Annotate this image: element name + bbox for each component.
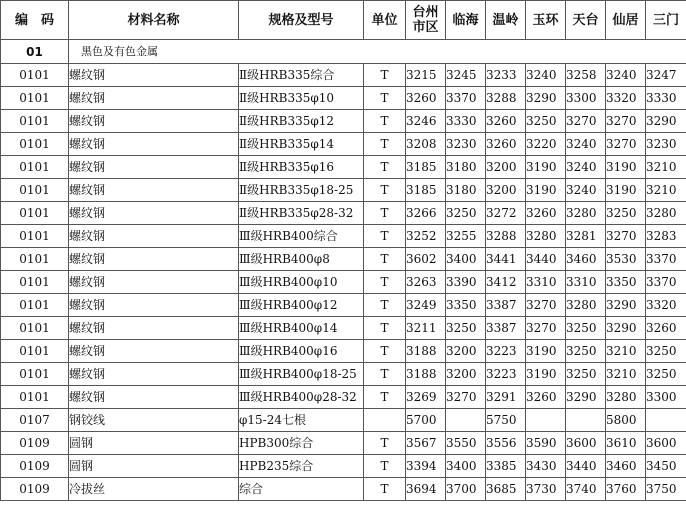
cell-price: 3330	[446, 110, 486, 133]
cell-price: 3760	[606, 478, 646, 501]
cell-price: 3602	[406, 248, 446, 271]
cell-code: 0107	[1, 409, 69, 432]
cell-unit: T	[364, 317, 406, 340]
cell-price: 3223	[486, 340, 526, 363]
cell-price: 3320	[606, 87, 646, 110]
cell-material-name: 螺纹钢	[69, 340, 239, 363]
cell-material-name: 螺纹钢	[69, 156, 239, 179]
cell-code: 0109	[1, 455, 69, 478]
cell-price	[646, 409, 686, 432]
cell-price	[566, 409, 606, 432]
cell-unit: T	[364, 179, 406, 202]
cell-code: 0101	[1, 294, 69, 317]
table-row	[1, 156, 686, 179]
table-row	[1, 386, 686, 409]
cell-price: 3270	[566, 110, 606, 133]
table-row	[1, 64, 686, 87]
cell-unit: T	[364, 386, 406, 409]
cell-price: 3387	[486, 317, 526, 340]
cell-price: 3600	[566, 432, 606, 455]
cell-price: 3412	[486, 271, 526, 294]
cell-price: 3290	[646, 110, 686, 133]
cell-price: 3250	[446, 202, 486, 225]
cell-material-name: 钢铰线	[69, 409, 239, 432]
cell-price: 3370	[646, 248, 686, 271]
cell-material-name: 螺纹钢	[69, 110, 239, 133]
cell-price: 3190	[526, 156, 566, 179]
cell-unit: T	[364, 294, 406, 317]
cell-price: 3320	[646, 294, 686, 317]
cell-price: 3240	[606, 64, 646, 87]
cell-spec: 综合	[239, 478, 364, 501]
cell-price: 3390	[446, 271, 486, 294]
table-row	[1, 409, 686, 432]
table-body	[1, 40, 686, 501]
cell-price: 3270	[526, 317, 566, 340]
group-row	[1, 40, 686, 64]
header-name: 材料名称	[69, 1, 239, 40]
cell-price: 3200	[446, 340, 486, 363]
cell-unit: T	[364, 271, 406, 294]
cell-price: 3260	[406, 87, 446, 110]
cell-price: 3387	[486, 294, 526, 317]
table-row	[1, 340, 686, 363]
cell-code: 0101	[1, 87, 69, 110]
table-row	[1, 363, 686, 386]
table-row	[1, 455, 686, 478]
cell-price: 3190	[526, 340, 566, 363]
cell-price: 3460	[606, 455, 646, 478]
cell-price: 3260	[486, 133, 526, 156]
cell-price: 3350	[446, 294, 486, 317]
cell-price: 3280	[526, 225, 566, 248]
header-region-yuhuan: 玉环	[526, 1, 566, 40]
cell-spec: Ⅲ级HRB400φ10	[239, 271, 364, 294]
header-region-wenling: 温岭	[486, 1, 526, 40]
cell-price: 3290	[526, 87, 566, 110]
cell-price: 3730	[526, 478, 566, 501]
cell-price: 3310	[526, 271, 566, 294]
cell-material-name: 螺纹钢	[69, 179, 239, 202]
cell-price: 3250	[646, 340, 686, 363]
cell-price: 3567	[406, 432, 446, 455]
cell-unit: T	[364, 87, 406, 110]
cell-unit	[364, 409, 406, 432]
cell-spec: Ⅲ级HRB400φ14	[239, 317, 364, 340]
cell-price: 3250	[446, 317, 486, 340]
cell-material-name: 螺纹钢	[69, 202, 239, 225]
cell-price: 3250	[566, 340, 606, 363]
cell-code: 0101	[1, 225, 69, 248]
cell-material-name: 圆钢	[69, 432, 239, 455]
cell-price: 3250	[646, 363, 686, 386]
cell-price: 3233	[486, 64, 526, 87]
cell-price: 3185	[406, 156, 446, 179]
cell-price: 3270	[526, 294, 566, 317]
table-row	[1, 179, 686, 202]
cell-price: 3258	[566, 64, 606, 87]
cell-price	[526, 409, 566, 432]
cell-price: 3260	[526, 202, 566, 225]
cell-price	[446, 409, 486, 432]
cell-price: 3266	[406, 202, 446, 225]
cell-unit: T	[364, 478, 406, 501]
cell-spec: φ15-24七根	[239, 409, 364, 432]
cell-code: 0101	[1, 110, 69, 133]
cell-spec: Ⅲ级HRB400综合	[239, 225, 364, 248]
cell-price: 3300	[646, 386, 686, 409]
cell-price: 3246	[406, 110, 446, 133]
cell-material-name: 螺纹钢	[69, 248, 239, 271]
cell-price: 3247	[646, 64, 686, 87]
cell-code: 0101	[1, 156, 69, 179]
group-name: 黑色及有色金属	[69, 40, 686, 64]
group-code: 01	[1, 40, 69, 64]
cell-price: 3230	[446, 133, 486, 156]
header-code: 编 码	[1, 1, 69, 40]
cell-code: 0101	[1, 133, 69, 156]
header-region-sanmen: 三门	[646, 1, 686, 40]
cell-price: 5800	[606, 409, 646, 432]
cell-price: 5700	[406, 409, 446, 432]
cell-price: 3280	[566, 202, 606, 225]
cell-material-name: 螺纹钢	[69, 87, 239, 110]
cell-code: 0101	[1, 317, 69, 340]
cell-price: 3190	[606, 156, 646, 179]
cell-unit: T	[364, 110, 406, 133]
cell-price: 3249	[406, 294, 446, 317]
cell-price: 3211	[406, 317, 446, 340]
cell-material-name: 螺纹钢	[69, 294, 239, 317]
cell-spec: Ⅱ级HRB335φ10	[239, 87, 364, 110]
cell-unit: T	[364, 225, 406, 248]
cell-material-name: 螺纹钢	[69, 386, 239, 409]
cell-price: 3283	[646, 225, 686, 248]
cell-price: 3210	[646, 179, 686, 202]
cell-code: 0109	[1, 478, 69, 501]
cell-price: 3288	[486, 225, 526, 248]
cell-unit: T	[364, 64, 406, 87]
cell-spec: Ⅲ级HRB400φ12	[239, 294, 364, 317]
cell-price: 3694	[406, 478, 446, 501]
cell-price: 5750	[486, 409, 526, 432]
cell-price: 3280	[566, 294, 606, 317]
cell-unit: T	[364, 340, 406, 363]
cell-price: 3310	[566, 271, 606, 294]
cell-spec: Ⅲ级HRB400φ16	[239, 340, 364, 363]
cell-price: 3200	[486, 156, 526, 179]
cell-price: 3263	[406, 271, 446, 294]
cell-price: 3220	[526, 133, 566, 156]
table-row	[1, 294, 686, 317]
cell-price: 3190	[526, 363, 566, 386]
cell-material-name: 圆钢	[69, 455, 239, 478]
cell-code: 0101	[1, 64, 69, 87]
cell-price: 3556	[486, 432, 526, 455]
cell-price: 3270	[446, 386, 486, 409]
cell-price: 3610	[606, 432, 646, 455]
cell-price: 3240	[566, 179, 606, 202]
cell-unit: T	[364, 133, 406, 156]
cell-price: 3272	[486, 202, 526, 225]
cell-spec: Ⅱ级HRB335φ28-32	[239, 202, 364, 225]
cell-price: 3190	[526, 179, 566, 202]
cell-price: 3180	[446, 179, 486, 202]
cell-unit: T	[364, 363, 406, 386]
cell-spec: Ⅱ级HRB335φ12	[239, 110, 364, 133]
cell-price: 3441	[486, 248, 526, 271]
cell-price: 3215	[406, 64, 446, 87]
cell-price: 3255	[446, 225, 486, 248]
table-row	[1, 248, 686, 271]
cell-code: 0101	[1, 386, 69, 409]
cell-price: 3530	[606, 248, 646, 271]
cell-material-name: 螺纹钢	[69, 363, 239, 386]
cell-code: 0101	[1, 340, 69, 363]
cell-price: 3280	[606, 386, 646, 409]
header-region-xianju: 仙居	[606, 1, 646, 40]
cell-price: 3440	[566, 455, 606, 478]
cell-price: 3385	[486, 455, 526, 478]
cell-price: 3252	[406, 225, 446, 248]
cell-price: 3440	[526, 248, 566, 271]
cell-price: 3740	[566, 478, 606, 501]
cell-price: 3270	[606, 225, 646, 248]
cell-code: 0101	[1, 179, 69, 202]
cell-price: 3190	[606, 179, 646, 202]
cell-price: 3400	[446, 455, 486, 478]
cell-price: 3685	[486, 478, 526, 501]
table-row	[1, 317, 686, 340]
cell-spec: Ⅱ级HRB335φ14	[239, 133, 364, 156]
cell-price: 3291	[486, 386, 526, 409]
cell-price: 3750	[646, 478, 686, 501]
table-row	[1, 110, 686, 133]
cell-price: 3350	[606, 271, 646, 294]
cell-code: 0109	[1, 432, 69, 455]
cell-spec: Ⅱ级HRB335φ16	[239, 156, 364, 179]
table-row	[1, 133, 686, 156]
cell-unit: T	[364, 202, 406, 225]
cell-price: 3250	[566, 317, 606, 340]
cell-spec: Ⅱ级HRB335综合	[239, 64, 364, 87]
table-row	[1, 478, 686, 501]
cell-price: 3394	[406, 455, 446, 478]
cell-price: 3430	[526, 455, 566, 478]
cell-price: 3330	[646, 87, 686, 110]
header-region-linhai: 临海	[446, 1, 486, 40]
cell-spec: Ⅲ级HRB400φ8	[239, 248, 364, 271]
cell-price: 3200	[486, 179, 526, 202]
header-unit: 单位	[364, 1, 406, 40]
cell-material-name: 螺纹钢	[69, 271, 239, 294]
cell-price: 3550	[446, 432, 486, 455]
table-row	[1, 87, 686, 110]
cell-code: 0101	[1, 363, 69, 386]
cell-price: 3290	[566, 386, 606, 409]
cell-price: 3280	[646, 202, 686, 225]
header-spec: 规格及型号	[239, 1, 364, 40]
cell-price: 3210	[606, 340, 646, 363]
cell-price: 3370	[446, 87, 486, 110]
cell-price: 3250	[606, 202, 646, 225]
cell-code: 0101	[1, 271, 69, 294]
header-row	[1, 1, 686, 40]
cell-price: 3250	[526, 110, 566, 133]
cell-unit: T	[364, 455, 406, 478]
header-region-taizhou	[406, 1, 446, 40]
cell-material-name: 冷拔丝	[69, 478, 239, 501]
table-row	[1, 271, 686, 294]
cell-price: 3185	[406, 179, 446, 202]
cell-unit: T	[364, 248, 406, 271]
cell-price: 3270	[606, 133, 646, 156]
cell-material-name: 螺纹钢	[69, 317, 239, 340]
cell-code: 0101	[1, 202, 69, 225]
cell-price: 3188	[406, 340, 446, 363]
cell-price: 3400	[446, 248, 486, 271]
cell-material-name: 螺纹钢	[69, 133, 239, 156]
cell-price: 3210	[646, 156, 686, 179]
cell-spec: HPB235综合	[239, 455, 364, 478]
table-header	[1, 1, 686, 40]
cell-price: 3700	[446, 478, 486, 501]
cell-material-name: 螺纹钢	[69, 225, 239, 248]
cell-price: 3240	[566, 156, 606, 179]
cell-unit: T	[364, 156, 406, 179]
cell-price: 3260	[486, 110, 526, 133]
table-row	[1, 432, 686, 455]
cell-price: 3450	[646, 455, 686, 478]
cell-price: 3260	[526, 386, 566, 409]
cell-spec: Ⅲ级HRB400φ28-32	[239, 386, 364, 409]
cell-price: 3208	[406, 133, 446, 156]
cell-price: 3590	[526, 432, 566, 455]
table-row	[1, 202, 686, 225]
cell-code: 0101	[1, 248, 69, 271]
cell-price: 3200	[446, 363, 486, 386]
header-region-label: 台州市区	[412, 5, 439, 35]
cell-price: 3270	[606, 110, 646, 133]
cell-price: 3281	[566, 225, 606, 248]
cell-spec: Ⅲ级HRB400φ18-25	[239, 363, 364, 386]
cell-material-name: 螺纹钢	[69, 64, 239, 87]
header-region-tiantai: 天台	[566, 1, 606, 40]
cell-price: 3288	[486, 87, 526, 110]
cell-price: 3223	[486, 363, 526, 386]
cell-price: 3210	[606, 363, 646, 386]
cell-price: 3240	[566, 133, 606, 156]
cell-price: 3230	[646, 133, 686, 156]
cell-price: 3245	[446, 64, 486, 87]
cell-price: 3240	[526, 64, 566, 87]
cell-spec: HPB300综合	[239, 432, 364, 455]
cell-price: 3269	[406, 386, 446, 409]
cell-unit: T	[364, 432, 406, 455]
cell-price: 3180	[446, 156, 486, 179]
cell-price: 3188	[406, 363, 446, 386]
cell-price: 3370	[646, 271, 686, 294]
cell-price: 3290	[606, 294, 646, 317]
cell-spec: Ⅱ级HRB335φ18-25	[239, 179, 364, 202]
cell-price: 3290	[606, 317, 646, 340]
cell-price: 3460	[566, 248, 606, 271]
cell-price: 3600	[646, 432, 686, 455]
cell-price: 3250	[566, 363, 606, 386]
cell-price: 3260	[646, 317, 686, 340]
table-row	[1, 225, 686, 248]
cell-price: 3300	[566, 87, 606, 110]
